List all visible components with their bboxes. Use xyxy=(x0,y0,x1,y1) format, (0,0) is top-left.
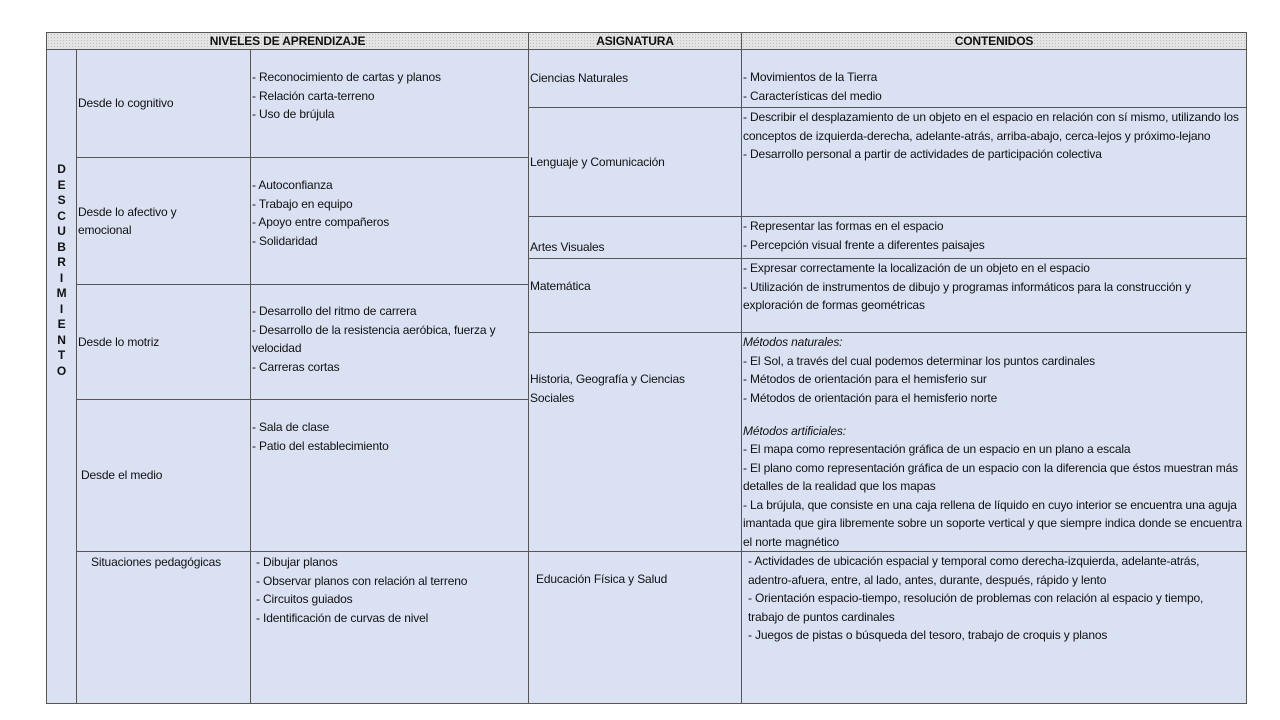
vertical-letter: I xyxy=(59,270,64,285)
list-item: - Juegos de pistas o búsqueda del tesoro, trabajo de croquis y planos xyxy=(748,628,1108,642)
list-item: - Circuitos guiados xyxy=(256,592,353,606)
list-item: - Métodos de orientación para el hemisferio norte xyxy=(743,390,998,405)
list-item: - Uso de brújula xyxy=(252,107,335,121)
nivel-items-situaciones xyxy=(250,551,529,704)
nivel-medio xyxy=(76,399,251,552)
list-item: - Orientación espacio-tiempo, resolución de problemas con relación al espacio y tiempo, trabajo de puntos cardinales xyxy=(748,591,1204,624)
nivel-items-cognitivo xyxy=(250,49,529,158)
nivel-motriz xyxy=(76,284,251,400)
list-item: - Métodos de orientación para el hemisferio sur xyxy=(743,372,987,386)
list-item: - Expresar correctamente la localización de un objeto en el espacio xyxy=(743,261,1090,275)
contenidos-lenguaje xyxy=(741,107,1247,217)
vertical-letter: E xyxy=(57,317,66,331)
vertical-letter: M xyxy=(56,286,67,300)
list-item: - Describir el desplazamiento de un objeto en el espacio en relación con sí mismo, utilizando los conceptos de izquierda-derecha, adelante-atrás, arriba-abajo, cerca-lejos y próximo-lejano xyxy=(743,110,1239,143)
vertical-letter: B xyxy=(57,239,66,254)
asignatura-name: Matemática xyxy=(530,279,591,293)
list-item: - Percepción visual frente a diferentes paisajes xyxy=(743,237,985,252)
list-item: - Reconocimiento de cartas y planos xyxy=(252,70,441,84)
list-item: - Relación carta-terreno xyxy=(252,88,375,103)
vertical-letter: T xyxy=(57,348,66,362)
list-item: - El mapa como representación gráfica de un espacio en un plano a escala xyxy=(743,442,1131,456)
nivel-label: Situaciones pedagógicas xyxy=(91,555,221,569)
vertical-letter: S xyxy=(57,193,66,207)
list-item: - Identificación de curvas de nivel xyxy=(256,610,429,625)
header-niveles xyxy=(46,32,529,50)
contenidos-ciencias xyxy=(741,49,1247,108)
list-item: - Apoyo entre compañeros xyxy=(252,215,390,229)
list-item: - Desarrollo personal a partir de actividades de participación colectiva xyxy=(743,147,1102,161)
metodos-artificiales-heading: Métodos artificiales: xyxy=(743,423,846,438)
list-item: - Actividades de ubicación espacial y temporal como derecha-izquierda, adelante-atrás, adentro-afuera, entre, al lado, antes, durante, después, rápido y lento xyxy=(748,554,1200,587)
vertical-letter: R xyxy=(57,255,66,269)
vertical-letter: I xyxy=(59,301,64,316)
nivel-situaciones xyxy=(76,551,251,704)
vertical-letter: E xyxy=(57,177,66,192)
vertical-letter: C xyxy=(57,208,66,223)
list-item: - El plano como representación gráfica de un espacio con la diferencia que éstos muestran más detalles de la realidad que los mapas xyxy=(743,460,1239,493)
asignatura-ciencias xyxy=(528,49,742,108)
contenidos-matematica xyxy=(741,258,1247,333)
list-item: - El Sol, a través del cual podemos determinar los puntos cardinales xyxy=(743,353,1095,368)
contenidos-historia xyxy=(741,332,1247,552)
asignatura-name: Ciencias Naturales xyxy=(530,71,629,86)
vertical-letter: U xyxy=(57,224,66,238)
nivel-afectivo xyxy=(76,157,251,285)
metodos-naturales-heading: Métodos naturales: xyxy=(743,335,843,349)
header-asignatura xyxy=(528,32,742,50)
contenidos-artes xyxy=(741,216,1247,259)
list-item: - Características del medio xyxy=(743,88,882,103)
nivel-label: Desde lo cognitivo xyxy=(78,96,174,111)
asignatura-name: Lenguaje y Comunicación xyxy=(530,154,665,169)
asignatura-lenguaje xyxy=(528,107,742,217)
nivel-items-medio xyxy=(250,399,529,552)
header-contenidos-text: CONTENIDOS xyxy=(954,34,1034,48)
nivel-items-motriz xyxy=(250,284,529,400)
nivel-cognitivo xyxy=(76,49,251,158)
nivel-label: Desde el medio xyxy=(81,468,163,483)
vertical-letter: N xyxy=(57,332,66,347)
asignatura-educacion-fisica xyxy=(528,551,742,704)
asignatura-artes xyxy=(528,216,742,259)
nivel-label: Desde lo afectivo y emocional xyxy=(78,204,177,237)
header-contenidos xyxy=(741,32,1247,50)
vertical-letter: O xyxy=(56,363,67,378)
list-item: - Representar las formas en el espacio xyxy=(743,219,944,233)
asignatura-historia xyxy=(528,332,742,552)
list-item: - Dibujar planos xyxy=(256,555,338,569)
list-item: - Utilización de instrumentos de dibujo y programas informáticos para la construcción y exploración de formas geométricas xyxy=(743,279,1191,312)
list-item: - Solidaridad xyxy=(252,233,318,248)
list-item: - Trabajo en equipo xyxy=(252,196,353,211)
vertical-letter: D xyxy=(57,162,66,176)
list-item: - Observar planos con relación al terreno xyxy=(256,573,468,588)
asignatura-name: Historia, Geografía y Ciencias Sociales xyxy=(530,372,685,405)
asignatura-name: Educación Física y Salud xyxy=(536,572,668,586)
vertical-label-descubrimiento xyxy=(46,49,77,704)
list-item: - La brújula, que consiste en una caja rellena de líquido en cuyo interior se encuentra una aguja imantada que gira libremente sobre un soporte vertical y que siempre indica donde se encuentra el norte magnético xyxy=(743,497,1242,549)
list-item: - Carreras cortas xyxy=(252,359,340,374)
list-item: - Sala de clase xyxy=(252,420,330,434)
list-item: - Desarrollo de la resistencia aeróbica, fuerza y velocidad xyxy=(252,322,496,355)
asignatura-matematica xyxy=(528,258,742,333)
header-asignatura-text: ASIGNATURA xyxy=(596,34,674,48)
list-item: - Patio del establecimiento xyxy=(252,438,389,453)
header-niveles-text: NIVELES DE APRENDIZAJE xyxy=(209,34,366,48)
list-item: - Autoconfianza xyxy=(252,178,333,192)
list-item: - Desarrollo del ritmo de carrera xyxy=(252,304,417,318)
asignatura-name: Artes Visuales xyxy=(530,239,605,254)
nivel-label: Desde lo motriz xyxy=(78,334,160,349)
contenidos-educacion-fisica xyxy=(741,551,1247,704)
nivel-items-afectivo xyxy=(250,157,529,285)
list-item: - Movimientos de la Tierra xyxy=(743,70,878,84)
